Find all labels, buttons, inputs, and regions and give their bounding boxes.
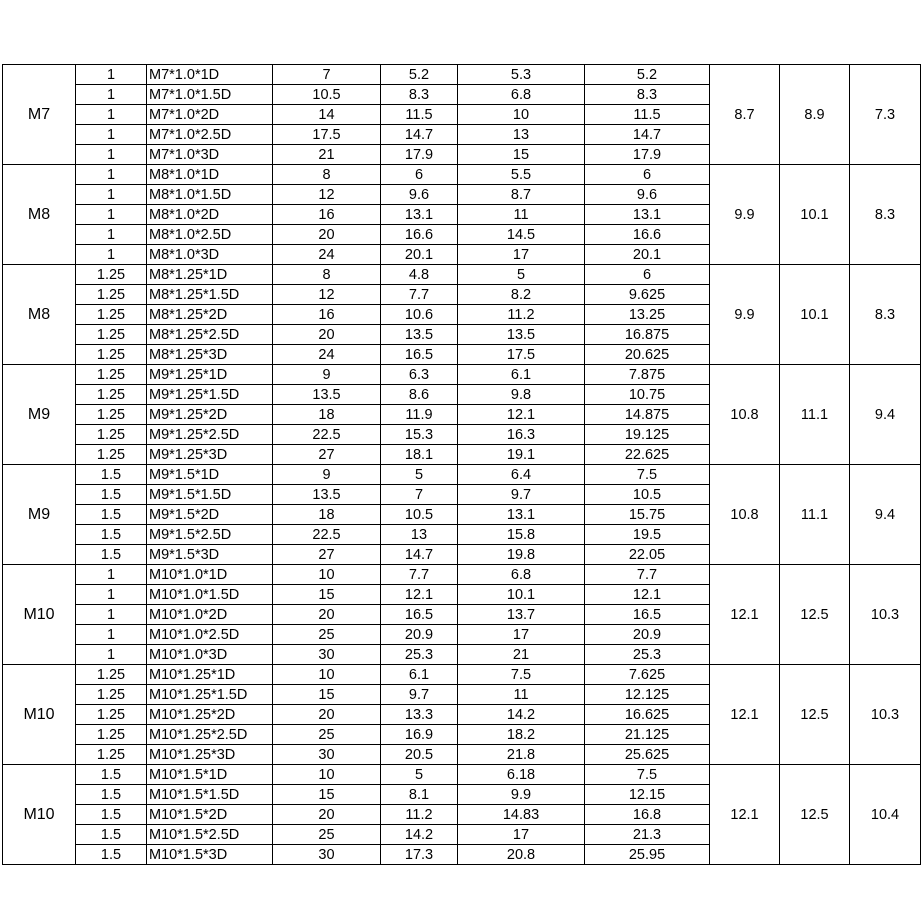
tap-code-cell: M8*1.25*1D xyxy=(147,265,273,285)
tail-value-2: 12.5 xyxy=(780,665,850,765)
tap-code-cell: M10*1.25*1.5D xyxy=(147,685,273,705)
value-c-cell: 14.875 xyxy=(585,405,710,425)
value-b-cell: 8.2 xyxy=(458,285,585,305)
thread-size-cell: M8 xyxy=(3,265,76,365)
length-cell: 20 xyxy=(273,605,381,625)
value-b-cell: 10.1 xyxy=(458,585,585,605)
value-b-cell: 12.1 xyxy=(458,405,585,425)
value-a-cell: 20.5 xyxy=(381,745,458,765)
value-c-cell: 8.3 xyxy=(585,85,710,105)
pitch-cell: 1 xyxy=(76,605,147,625)
length-cell: 21 xyxy=(273,145,381,165)
pitch-cell: 1.5 xyxy=(76,485,147,505)
value-b-cell: 16.3 xyxy=(458,425,585,445)
tail-value-2: 12.5 xyxy=(780,765,850,865)
value-b-cell: 20.8 xyxy=(458,845,585,865)
thread-size-cell: M8 xyxy=(3,165,76,265)
value-c-cell: 13.25 xyxy=(585,305,710,325)
tail-value-3: 9.4 xyxy=(850,465,921,565)
length-cell: 9 xyxy=(273,465,381,485)
value-b-cell: 14.2 xyxy=(458,705,585,725)
pitch-cell: 1.5 xyxy=(76,505,147,525)
value-b-cell: 21.8 xyxy=(458,745,585,765)
length-cell: 8 xyxy=(273,265,381,285)
value-c-cell: 17.9 xyxy=(585,145,710,165)
length-cell: 14 xyxy=(273,105,381,125)
tail-value-1: 10.8 xyxy=(710,365,780,465)
tap-code-cell: M9*1.5*2D xyxy=(147,505,273,525)
length-cell: 25 xyxy=(273,725,381,745)
pitch-cell: 1 xyxy=(76,205,147,225)
value-a-cell: 6.3 xyxy=(381,365,458,385)
tap-code-cell: M9*1.25*2.5D xyxy=(147,425,273,445)
tap-code-cell: M8*1.25*1.5D xyxy=(147,285,273,305)
tap-code-cell: M8*1.0*1.5D xyxy=(147,185,273,205)
value-b-cell: 9.7 xyxy=(458,485,585,505)
value-b-cell: 5.3 xyxy=(458,65,585,85)
tap-code-cell: M8*1.0*2D xyxy=(147,205,273,225)
value-b-cell: 17 xyxy=(458,245,585,265)
length-cell: 25 xyxy=(273,625,381,645)
pitch-cell: 1 xyxy=(76,625,147,645)
thread-size-cell: M9 xyxy=(3,365,76,465)
length-cell: 27 xyxy=(273,445,381,465)
tail-value-3: 10.3 xyxy=(850,665,921,765)
tap-code-cell: M8*1.25*2.5D xyxy=(147,325,273,345)
length-cell: 8 xyxy=(273,165,381,185)
value-c-cell: 9.625 xyxy=(585,285,710,305)
value-c-cell: 12.15 xyxy=(585,785,710,805)
pitch-cell: 1.25 xyxy=(76,325,147,345)
value-c-cell: 16.875 xyxy=(585,325,710,345)
tap-code-cell: M10*1.5*2D xyxy=(147,805,273,825)
tail-value-3: 8.3 xyxy=(850,265,921,365)
value-a-cell: 14.2 xyxy=(381,825,458,845)
value-c-cell: 16.6 xyxy=(585,225,710,245)
length-cell: 16 xyxy=(273,305,381,325)
length-cell: 20 xyxy=(273,805,381,825)
value-c-cell: 16.8 xyxy=(585,805,710,825)
tap-code-cell: M7*1.0*2.5D xyxy=(147,125,273,145)
value-b-cell: 6.1 xyxy=(458,365,585,385)
value-b-cell: 18.2 xyxy=(458,725,585,745)
tap-code-cell: M10*1.25*2.5D xyxy=(147,725,273,745)
tap-code-cell: M9*1.25*1.5D xyxy=(147,385,273,405)
value-a-cell: 5 xyxy=(381,465,458,485)
pitch-cell: 1.5 xyxy=(76,785,147,805)
tap-code-cell: M10*1.0*2D xyxy=(147,605,273,625)
value-a-cell: 20.9 xyxy=(381,625,458,645)
tap-code-cell: M10*1.0*1.5D xyxy=(147,585,273,605)
value-c-cell: 6 xyxy=(585,165,710,185)
length-cell: 15 xyxy=(273,585,381,605)
length-cell: 20 xyxy=(273,325,381,345)
value-b-cell: 14.5 xyxy=(458,225,585,245)
value-a-cell: 7.7 xyxy=(381,285,458,305)
value-b-cell: 13.1 xyxy=(458,505,585,525)
value-a-cell: 5.2 xyxy=(381,65,458,85)
value-b-cell: 6.18 xyxy=(458,765,585,785)
value-b-cell: 13.5 xyxy=(458,325,585,345)
length-cell: 22.5 xyxy=(273,525,381,545)
tail-value-2: 8.9 xyxy=(780,65,850,165)
pitch-cell: 1 xyxy=(76,145,147,165)
tap-code-cell: M10*1.5*1.5D xyxy=(147,785,273,805)
value-a-cell: 13 xyxy=(381,525,458,545)
length-cell: 18 xyxy=(273,405,381,425)
value-b-cell: 14.83 xyxy=(458,805,585,825)
value-a-cell: 16.5 xyxy=(381,605,458,625)
tap-code-cell: M10*1.5*3D xyxy=(147,845,273,865)
pitch-cell: 1.25 xyxy=(76,405,147,425)
value-b-cell: 19.1 xyxy=(458,445,585,465)
value-a-cell: 17.3 xyxy=(381,845,458,865)
tap-code-cell: M10*1.25*3D xyxy=(147,745,273,765)
pitch-cell: 1 xyxy=(76,185,147,205)
length-cell: 15 xyxy=(273,685,381,705)
value-c-cell: 14.7 xyxy=(585,125,710,145)
length-cell: 22.5 xyxy=(273,425,381,445)
value-a-cell: 9.6 xyxy=(381,185,458,205)
length-cell: 24 xyxy=(273,245,381,265)
value-b-cell: 11 xyxy=(458,205,585,225)
value-a-cell: 14.7 xyxy=(381,125,458,145)
pitch-cell: 1.5 xyxy=(76,805,147,825)
value-a-cell: 10.5 xyxy=(381,505,458,525)
value-a-cell: 4.8 xyxy=(381,265,458,285)
value-a-cell: 13.5 xyxy=(381,325,458,345)
value-a-cell: 7 xyxy=(381,485,458,505)
value-b-cell: 17 xyxy=(458,625,585,645)
value-a-cell: 16.9 xyxy=(381,725,458,745)
length-cell: 30 xyxy=(273,645,381,665)
tap-code-cell: M9*1.25*1D xyxy=(147,365,273,385)
tail-value-1: 9.9 xyxy=(710,165,780,265)
value-c-cell: 25.625 xyxy=(585,745,710,765)
value-b-cell: 6.4 xyxy=(458,465,585,485)
tail-value-1: 9.9 xyxy=(710,265,780,365)
value-b-cell: 17 xyxy=(458,825,585,845)
value-b-cell: 9.9 xyxy=(458,785,585,805)
value-c-cell: 16.5 xyxy=(585,605,710,625)
tail-value-1: 10.8 xyxy=(710,465,780,565)
value-a-cell: 16.6 xyxy=(381,225,458,245)
length-cell: 16 xyxy=(273,205,381,225)
length-cell: 9 xyxy=(273,365,381,385)
value-a-cell: 8.1 xyxy=(381,785,458,805)
value-b-cell: 11.2 xyxy=(458,305,585,325)
tap-code-cell: M10*1.0*1D xyxy=(147,565,273,585)
tail-value-2: 11.1 xyxy=(780,465,850,565)
value-b-cell: 8.7 xyxy=(458,185,585,205)
value-c-cell: 13.1 xyxy=(585,205,710,225)
value-c-cell: 10.75 xyxy=(585,385,710,405)
length-cell: 27 xyxy=(273,545,381,565)
tail-value-3: 10.4 xyxy=(850,765,921,865)
value-a-cell: 8.3 xyxy=(381,85,458,105)
value-a-cell: 11.9 xyxy=(381,405,458,425)
tail-value-1: 12.1 xyxy=(710,665,780,765)
value-b-cell: 11 xyxy=(458,685,585,705)
length-cell: 12 xyxy=(273,285,381,305)
length-cell: 10 xyxy=(273,665,381,685)
value-c-cell: 7.875 xyxy=(585,365,710,385)
pitch-cell: 1.25 xyxy=(76,725,147,745)
tap-code-cell: M9*1.5*3D xyxy=(147,545,273,565)
value-b-cell: 9.8 xyxy=(458,385,585,405)
pitch-cell: 1 xyxy=(76,565,147,585)
table-row xyxy=(3,65,921,85)
tail-value-3: 8.3 xyxy=(850,165,921,265)
tap-code-cell: M7*1.0*1D xyxy=(147,65,273,85)
value-a-cell: 12.1 xyxy=(381,585,458,605)
tail-value-2: 10.1 xyxy=(780,265,850,365)
length-cell: 10.5 xyxy=(273,85,381,105)
tap-code-cell: M10*1.5*1D xyxy=(147,765,273,785)
value-c-cell: 16.625 xyxy=(585,705,710,725)
value-b-cell: 7.5 xyxy=(458,665,585,685)
tail-value-3: 7.3 xyxy=(850,65,921,165)
tap-code-cell: M7*1.0*1.5D xyxy=(147,85,273,105)
pitch-cell: 1.25 xyxy=(76,345,147,365)
value-a-cell: 11.2 xyxy=(381,805,458,825)
length-cell: 13.5 xyxy=(273,385,381,405)
pitch-cell: 1.5 xyxy=(76,845,147,865)
tail-value-1: 12.1 xyxy=(710,565,780,665)
pitch-cell: 1.25 xyxy=(76,745,147,765)
tap-code-cell: M8*1.0*3D xyxy=(147,245,273,265)
value-c-cell: 7.5 xyxy=(585,765,710,785)
value-c-cell: 10.5 xyxy=(585,485,710,505)
value-c-cell: 15.75 xyxy=(585,505,710,525)
length-cell: 15 xyxy=(273,785,381,805)
pitch-cell: 1.25 xyxy=(76,305,147,325)
tail-value-2: 10.1 xyxy=(780,165,850,265)
value-b-cell: 5 xyxy=(458,265,585,285)
value-b-cell: 15 xyxy=(458,145,585,165)
value-a-cell: 13.3 xyxy=(381,705,458,725)
pitch-cell: 1.5 xyxy=(76,765,147,785)
value-c-cell: 25.3 xyxy=(585,645,710,665)
value-c-cell: 5.2 xyxy=(585,65,710,85)
pitch-cell: 1.25 xyxy=(76,705,147,725)
value-a-cell: 11.5 xyxy=(381,105,458,125)
value-b-cell: 21 xyxy=(458,645,585,665)
tap-code-cell: M9*1.25*3D xyxy=(147,445,273,465)
value-b-cell: 6.8 xyxy=(458,85,585,105)
value-c-cell: 7.5 xyxy=(585,465,710,485)
value-a-cell: 14.7 xyxy=(381,545,458,565)
value-b-cell: 13 xyxy=(458,125,585,145)
value-b-cell: 10 xyxy=(458,105,585,125)
value-c-cell: 21.3 xyxy=(585,825,710,845)
value-c-cell: 12.125 xyxy=(585,685,710,705)
spec-table-body xyxy=(3,65,921,865)
value-c-cell: 7.625 xyxy=(585,665,710,685)
pitch-cell: 1 xyxy=(76,225,147,245)
length-cell: 18 xyxy=(273,505,381,525)
length-cell: 13.5 xyxy=(273,485,381,505)
table-row xyxy=(3,265,921,285)
pitch-cell: 1.25 xyxy=(76,285,147,305)
tap-code-cell: M8*1.25*2D xyxy=(147,305,273,325)
table-row xyxy=(3,365,921,385)
value-a-cell: 6 xyxy=(381,165,458,185)
value-c-cell: 20.1 xyxy=(585,245,710,265)
pitch-cell: 1 xyxy=(76,105,147,125)
pitch-cell: 1 xyxy=(76,245,147,265)
value-b-cell: 19.8 xyxy=(458,545,585,565)
thread-size-cell: M10 xyxy=(3,665,76,765)
tap-code-cell: M9*1.5*1D xyxy=(147,465,273,485)
pitch-cell: 1.25 xyxy=(76,685,147,705)
value-a-cell: 7.7 xyxy=(381,565,458,585)
spec-table xyxy=(2,64,921,865)
value-c-cell: 7.7 xyxy=(585,565,710,585)
tail-value-3: 10.3 xyxy=(850,565,921,665)
pitch-cell: 1 xyxy=(76,65,147,85)
pitch-cell: 1 xyxy=(76,85,147,105)
tap-code-cell: M9*1.25*2D xyxy=(147,405,273,425)
pitch-cell: 1.25 xyxy=(76,365,147,385)
value-c-cell: 20.625 xyxy=(585,345,710,365)
tap-code-cell: M9*1.5*1.5D xyxy=(147,485,273,505)
value-c-cell: 12.1 xyxy=(585,585,710,605)
length-cell: 10 xyxy=(273,765,381,785)
pitch-cell: 1.25 xyxy=(76,265,147,285)
value-b-cell: 13.7 xyxy=(458,605,585,625)
table-row xyxy=(3,765,921,785)
value-c-cell: 25.95 xyxy=(585,845,710,865)
length-cell: 7 xyxy=(273,65,381,85)
pitch-cell: 1 xyxy=(76,585,147,605)
value-a-cell: 8.6 xyxy=(381,385,458,405)
length-cell: 17.5 xyxy=(273,125,381,145)
value-c-cell: 22.625 xyxy=(585,445,710,465)
length-cell: 30 xyxy=(273,845,381,865)
tap-code-cell: M10*1.0*3D xyxy=(147,645,273,665)
length-cell: 24 xyxy=(273,345,381,365)
value-a-cell: 5 xyxy=(381,765,458,785)
value-c-cell: 22.05 xyxy=(585,545,710,565)
value-a-cell: 13.1 xyxy=(381,205,458,225)
tail-value-1: 12.1 xyxy=(710,765,780,865)
value-c-cell: 6 xyxy=(585,265,710,285)
value-a-cell: 9.7 xyxy=(381,685,458,705)
tap-code-cell: M10*1.5*2.5D xyxy=(147,825,273,845)
value-a-cell: 10.6 xyxy=(381,305,458,325)
value-a-cell: 20.1 xyxy=(381,245,458,265)
value-b-cell: 6.8 xyxy=(458,565,585,585)
value-a-cell: 17.9 xyxy=(381,145,458,165)
pitch-cell: 1.5 xyxy=(76,525,147,545)
pitch-cell: 1.25 xyxy=(76,445,147,465)
table-row xyxy=(3,165,921,185)
length-cell: 12 xyxy=(273,185,381,205)
length-cell: 25 xyxy=(273,825,381,845)
tail-value-1: 8.7 xyxy=(710,65,780,165)
tap-code-cell: M8*1.0*2.5D xyxy=(147,225,273,245)
thread-size-cell: M10 xyxy=(3,565,76,665)
value-c-cell: 20.9 xyxy=(585,625,710,645)
pitch-cell: 1.25 xyxy=(76,385,147,405)
pitch-cell: 1.25 xyxy=(76,665,147,685)
tap-code-cell: M10*1.25*1D xyxy=(147,665,273,685)
value-a-cell: 18.1 xyxy=(381,445,458,465)
value-c-cell: 11.5 xyxy=(585,105,710,125)
table-row xyxy=(3,665,921,685)
tap-code-cell: M7*1.0*3D xyxy=(147,145,273,165)
tail-value-3: 9.4 xyxy=(850,365,921,465)
value-c-cell: 9.6 xyxy=(585,185,710,205)
tap-code-cell: M7*1.0*2D xyxy=(147,105,273,125)
pitch-cell: 1.5 xyxy=(76,465,147,485)
tap-code-cell: M10*1.25*2D xyxy=(147,705,273,725)
pitch-cell: 1 xyxy=(76,165,147,185)
length-cell: 30 xyxy=(273,745,381,765)
length-cell: 20 xyxy=(273,225,381,245)
value-a-cell: 6.1 xyxy=(381,665,458,685)
value-b-cell: 5.5 xyxy=(458,165,585,185)
value-a-cell: 25.3 xyxy=(381,645,458,665)
tap-code-cell: M9*1.5*2.5D xyxy=(147,525,273,545)
thread-size-cell: M9 xyxy=(3,465,76,565)
tap-code-cell: M8*1.25*3D xyxy=(147,345,273,365)
value-c-cell: 21.125 xyxy=(585,725,710,745)
length-cell: 20 xyxy=(273,705,381,725)
pitch-cell: 1 xyxy=(76,645,147,665)
value-c-cell: 19.5 xyxy=(585,525,710,545)
value-b-cell: 17.5 xyxy=(458,345,585,365)
table-row xyxy=(3,565,921,585)
tap-code-cell: M8*1.0*1D xyxy=(147,165,273,185)
pitch-cell: 1.5 xyxy=(76,545,147,565)
value-a-cell: 15.3 xyxy=(381,425,458,445)
thread-size-cell: M10 xyxy=(3,765,76,865)
tail-value-2: 11.1 xyxy=(780,365,850,465)
length-cell: 10 xyxy=(273,565,381,585)
value-b-cell: 15.8 xyxy=(458,525,585,545)
pitch-cell: 1 xyxy=(76,125,147,145)
value-a-cell: 16.5 xyxy=(381,345,458,365)
table-row xyxy=(3,465,921,485)
value-c-cell: 19.125 xyxy=(585,425,710,445)
pitch-cell: 1.5 xyxy=(76,825,147,845)
thread-size-cell: M7 xyxy=(3,65,76,165)
pitch-cell: 1.25 xyxy=(76,425,147,445)
tail-value-2: 12.5 xyxy=(780,565,850,665)
tap-code-cell: M10*1.0*2.5D xyxy=(147,625,273,645)
